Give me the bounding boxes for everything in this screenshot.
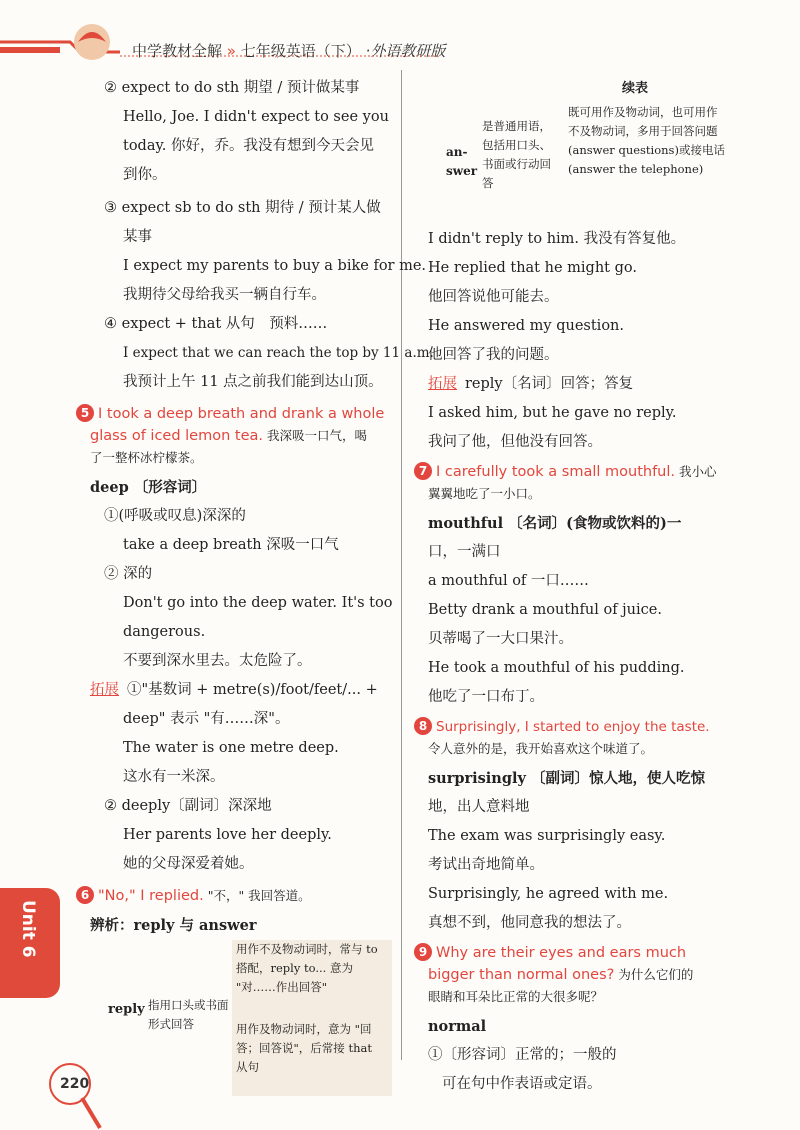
table-usage: 是普通用语，包括用口头、书面或行动回答: [482, 119, 551, 190]
text-line: 我预计上午 11 点之前我们能到达山顶。: [123, 374, 383, 390]
text-line: The water is one metre deep.: [123, 740, 339, 756]
text-line: 地，出人意料地: [428, 799, 530, 815]
text-line: 口，一满口: [428, 544, 501, 560]
text-line: I didn't reply to him. 我没有答复他。: [428, 231, 686, 247]
continued-label: 续表: [621, 81, 648, 96]
header-decoration: [0, 0, 800, 75]
sentence-8: [414, 716, 728, 738]
sentence-5-cont: [90, 425, 390, 447]
table-note: 既可用作及物动词，也可用作不及物动词，多用于回答问题(answer questions)或接电话(answer the telephone): [568, 105, 725, 176]
sentence-text: I took a deep breath and drank a whole: [98, 406, 385, 422]
extension-tag: 拓展: [90, 682, 119, 698]
extension-tag: 拓展: [428, 376, 457, 392]
sentence-7: [414, 461, 728, 483]
text-line: ④ expect + that 从句 预料……: [104, 316, 328, 332]
word-entry: deep 〔形容词〕: [90, 479, 207, 496]
text-line: 她的父母深爱着她。: [123, 856, 254, 872]
extension-line: [90, 676, 390, 705]
edition-label: ·外语教研版: [365, 42, 446, 60]
sentence-6: [76, 881, 390, 911]
word-entry: normal: [428, 1018, 487, 1035]
table-usage: 指用口头或书面形式回答: [148, 998, 229, 1031]
text-line: 某事: [123, 229, 152, 245]
number-badge: 6: [76, 886, 94, 904]
table-word: an-swer: [446, 145, 478, 178]
comparison-table-answer: [428, 103, 728, 225]
word-entry: surprisingly 〔副词〕惊人地，使人吃惊: [428, 770, 705, 787]
text-line: Hello, Joe. I didn't expect to see you: [123, 109, 389, 125]
text-line: 可在句中作表语或定语。: [442, 1076, 602, 1092]
text-line: The exam was surprisingly easy.: [428, 828, 666, 844]
text-line: ①〔形容词〕正常的；一般的: [428, 1047, 617, 1063]
text-line: I asked him, but he gave no reply.: [428, 405, 677, 421]
unit-label: Unit 6: [18, 900, 38, 958]
sentence-text: glass of iced lemon tea.: [90, 428, 264, 444]
comparison-heading: 辨析：reply 与 answer: [90, 917, 257, 934]
text-line: dangerous.: [123, 624, 206, 640]
translation: "不，" 我回答道。: [203, 888, 311, 903]
text-line: 这水有一米深。: [123, 769, 225, 785]
sentence-text: "No," I replied.: [98, 888, 204, 904]
sentence-5: [76, 403, 390, 425]
comparison-table-reply: [90, 940, 390, 1100]
sentence-9: [414, 942, 728, 964]
page-number-decoration: [40, 1060, 120, 1130]
text-line: ② 深的: [104, 566, 153, 582]
sentence-text: I carefully took a small mouthful.: [436, 464, 676, 480]
table-note: 用作及物动词时，意为 "回答；回答说"，后常接 that 从句: [236, 1022, 372, 1074]
sentence-text: Surprisingly, I started to enjoy the taste.: [436, 719, 710, 735]
text-line: 到你。: [123, 167, 167, 183]
translation-line: 翼翼地吃了一小口。: [428, 486, 541, 501]
table-note: 用作不及物动词时，常与 to 搭配，reply to... 意为 "对……作出回答": [236, 942, 378, 994]
text-line: 考试出奇地简单。: [428, 857, 544, 873]
text-line: He answered my question.: [428, 318, 624, 334]
text-line: take a deep breath 深吸一口气: [123, 537, 339, 553]
sentence-text: Why are their eyes and ears much: [436, 945, 687, 961]
table-word: reply: [108, 1002, 145, 1017]
page-number: 220: [60, 1076, 90, 1092]
book-title: 中学教材全解: [132, 42, 223, 60]
page-header: [0, 0, 800, 75]
translation: 我深吸一口气，喝: [263, 428, 367, 443]
number-badge: 7: [414, 462, 432, 480]
text-line: Her parents love her deeply.: [123, 827, 332, 843]
text-line: reply〔名词〕回答；答复: [465, 376, 634, 392]
extension-line: [428, 370, 728, 399]
translation-line: 了一整杯冰柠檬茶。: [90, 450, 203, 465]
column-divider: [401, 70, 402, 1060]
text-line: today. 你好，乔。我没有想到今天会见: [123, 138, 374, 154]
number-badge: 5: [76, 404, 94, 422]
text-line: Surprisingly, he agreed with me.: [428, 886, 669, 902]
text-line: 我问了他，但他没有回答。: [428, 434, 602, 450]
text-line: 贝蒂喝了一大口果汁。: [428, 631, 573, 647]
word-entry: mouthful 〔名词〕(食物或饮料的)一: [428, 515, 682, 532]
translation: 为什么它们的: [614, 967, 694, 982]
text-line: 真想不到，他同意我的想法了。: [428, 915, 631, 931]
subject-title: 七年级英语（下）: [240, 42, 361, 60]
sentence-9-cont: [428, 964, 728, 986]
translation-line: 令人意外的是，我开始喜欢这个味道了。: [428, 741, 654, 756]
translation-line: 眼睛和耳朵比正常的大很多呢？: [428, 989, 604, 1004]
emblem-icon: [74, 24, 110, 60]
right-column: [418, 74, 728, 1099]
text-line: ② expect to do sth 期望 / 预计做某事: [104, 80, 360, 96]
text-line: ①"基数词 + metre(s)/foot/feet/... +: [127, 682, 378, 698]
number-badge: 9: [414, 943, 432, 961]
text-line: a mouthful of 一口……: [428, 573, 589, 589]
number-badge: 8: [414, 717, 432, 735]
text-line: I expect my parents to buy a bike for me.: [123, 258, 427, 274]
text-line: He replied that he might go.: [428, 260, 637, 276]
text-line: 他回答说他可能去。: [428, 289, 559, 305]
text-line: 不要到深水里去。太危险了。: [123, 653, 312, 669]
text-line: deep" 表示 "有……深"。: [123, 711, 290, 727]
sentence-text: bigger than normal ones?: [428, 967, 615, 983]
text-line: 他回答了我的问题。: [428, 347, 559, 363]
translation: 我小心: [675, 464, 717, 479]
left-column: [80, 74, 434, 1100]
text-line: Betty drank a mouthful of juice.: [428, 602, 662, 618]
text-line: ①(呼吸或叹息)深深的: [104, 508, 246, 524]
text-line: 我期待父母给我买一辆自行车。: [123, 287, 326, 303]
text-line: ③ expect sb to do sth 期待 / 预计某人做: [104, 200, 381, 216]
text-line: Don't go into the deep water. It's too: [123, 595, 393, 611]
header-title: 中学教材全解 » 七年级英语（下） ·外语教研版: [132, 42, 446, 60]
text-line: ② deeply〔副词〕深深地: [104, 798, 272, 814]
text-line: He took a mouthful of his pudding.: [428, 660, 685, 676]
text-line: I expect that we can reach the top by 11 a.m.: [123, 345, 434, 361]
text-line: 他吃了一口布丁。: [428, 689, 544, 705]
